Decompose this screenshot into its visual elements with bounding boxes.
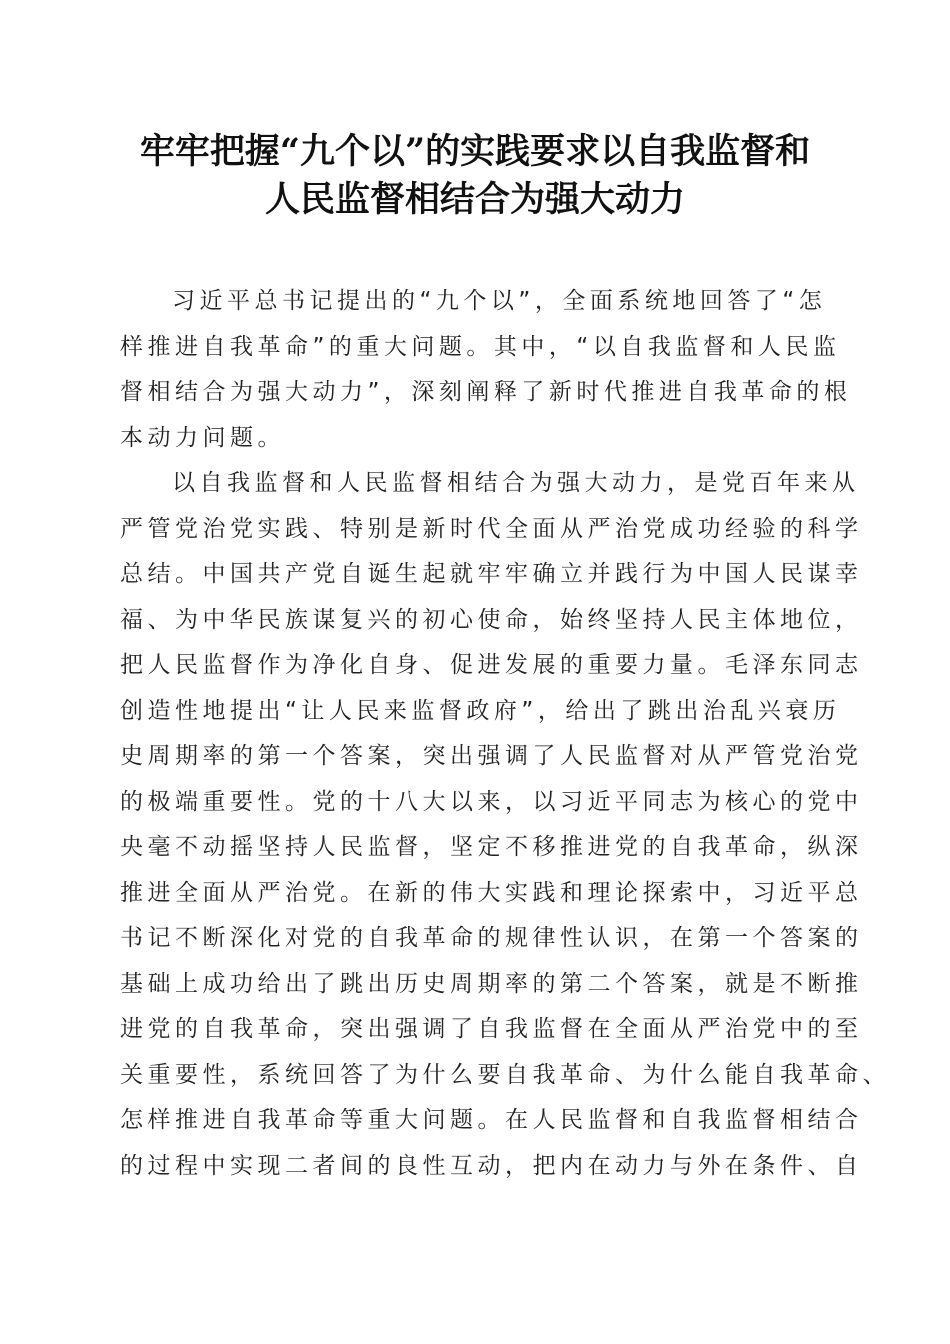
paragraph-line: 的极端重要性。党的十八大以来，以习近平同志为核心的党中 xyxy=(120,788,863,815)
paragraph-line: 书记不断深化对党的自我革命的规律性认识，在第一个答案的 xyxy=(120,925,863,951)
paragraph-line: 怎样推进自我革命等重大问题。在人民监督和自我监督相结合 xyxy=(120,1107,863,1133)
paragraph-line: 关重要性，系统回答了为什么要自我革命、为什么能自我革命、 xyxy=(120,1061,890,1088)
document-title xyxy=(60,128,890,224)
paragraph-line: 史周期率的第一个答案，突出强调了人民监督对从严管党治党 xyxy=(120,743,863,769)
paragraph-2 xyxy=(120,461,890,1189)
paragraph-line: 总结。中国共产党自诞生起就牢牢确立并践行为中国人民谋幸 xyxy=(120,561,863,587)
paragraph-line: 样推进自我革命”的重大问题。其中，“以自我监督和人民监 xyxy=(120,333,841,360)
paragraph-line: 央毫不动摇坚持人民监督，坚定不移推进党的自我革命，纵深 xyxy=(120,834,863,860)
paragraph-line: 严管党治党实践、特别是新时代全面从严治党成功经验的科学 xyxy=(120,515,863,542)
paragraph-line: 福、为中华民族谋复兴的初心使命，始终坚持人民主体地位， xyxy=(120,606,863,633)
paragraph-line: 习近平总书记提出的“九个以”，全面系统地回答了“怎 xyxy=(172,288,827,314)
paragraph-line: 督相结合为强大动力”，深刻阐释了新时代推进自我革命的根 xyxy=(120,379,852,405)
paragraph-line: 推进全面从严治党。在新的伟大实践和理论探索中，习近平总 xyxy=(120,879,863,906)
document-body xyxy=(120,279,890,1189)
paragraph-line: 以自我监督和人民监督相结合为强大动力，是党百年来从 xyxy=(172,470,860,496)
paragraph-line: 本动力问题。 xyxy=(120,424,285,451)
title-line-2: 人民监督相结合为强大动力 xyxy=(264,179,685,220)
paragraph-line: 进党的自我革命，突出强调了自我监督在全面从严治党中的至 xyxy=(120,1016,863,1042)
paragraph-line: 把人民监督作为净化自身、促进发展的重要力量。毛泽东同志 xyxy=(120,652,863,678)
paragraph-1 xyxy=(120,279,850,461)
title-line-1: 牢牢把握“九个以”的实践要求以自我监督和 xyxy=(139,131,811,172)
paragraph-line: 创造性地提出“让人民来监督政府”，给出了跳出治乱兴衰历 xyxy=(120,697,841,724)
paragraph-line: 基础上成功给出了跳出历史周期率的第二个答案，就是不断推 xyxy=(120,970,863,997)
paragraph-line: 的过程中实现二者间的良性互动，把内在动力与外在条件、自 xyxy=(120,1152,863,1179)
